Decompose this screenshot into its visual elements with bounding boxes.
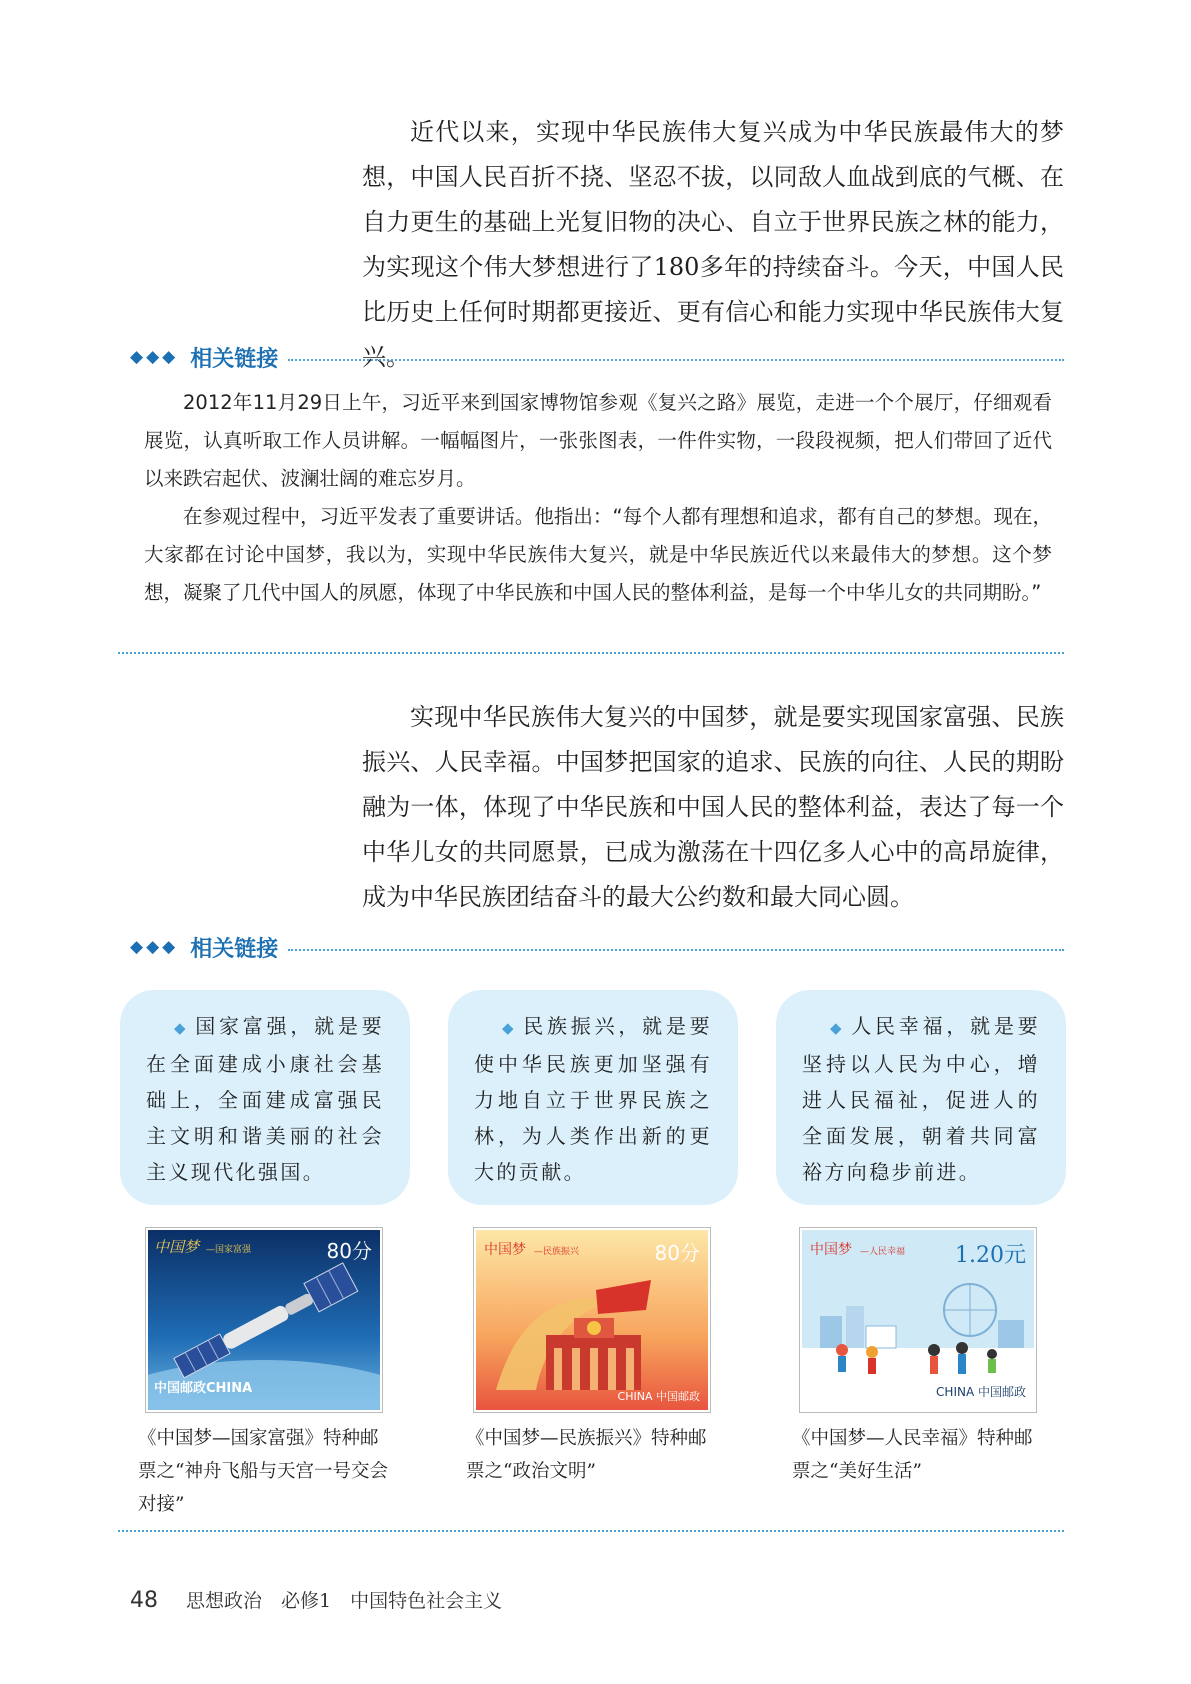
related-link-title: 相关链接 [190, 936, 279, 962]
related-link-header-1 [130, 340, 1064, 374]
card-text: 民族振兴，就是要使中华民族更加坚强有力地自立于世界民族之林，为人类作出新的更大的贡献。 [474, 1014, 712, 1184]
stamp-caption-3: 《中国梦—人民幸福》特种邮票之“美好生活” [792, 1428, 1033, 1482]
stamp-subtitle: —国家富强 [206, 1245, 252, 1255]
diamond-icons: ◆◆◆ [130, 347, 179, 367]
stamp-country: CHINA 中国邮政 [617, 1390, 700, 1403]
diamond-bullet-icon: ◆ [502, 1019, 518, 1037]
stamp-caption-1: 《中国梦—国家富强》特种邮票之“神舟飞船与天宫一号交会对接” [138, 1428, 388, 1515]
related-link-paragraph: 在参观过程中，习近平发表了重要讲话。他指出：“每个人都有理想和追求，都有自己的梦想。现在，大家都在讨论中国梦，我以为，实现中华民族伟大复兴，就是中华民族近代以来最伟大的梦想。这个梦想，凝聚了几代中国人的夙愿，体现了中华民族和中国人民的整体利益，是每一个中华儿女的共同期盼。” [144, 505, 1052, 604]
body-paragraph-2: 实现中华民族伟大复兴的中国梦，就是要实现国家富强、民族振兴、人民幸福。中国梦把国家的追求、民族的向往、人民的期盼融为一体，体现了中华民族和中国人民的整体利益，表达了每一个中华儿女的共同愿景，已成为激荡在十四亿多人心中的高昂旋律，成为中华民族团结奋斗的最大公约数和最大同心圆。 [362, 703, 1064, 911]
related-link-header-2 [130, 930, 1064, 964]
related-link-paragraph: 2012年11月29日上午，习近平来到国家博物馆参观《复兴之路》展览，走进一个个展厅，仔细观看展览，认真听取工作人员讲解。一幅幅图片，一张张图表，一件件实物，一段段视频，把人们带回了近代以来跌宕起伏、波澜壮阔的难忘岁月。 [144, 391, 1052, 490]
stamp-value: 80分 [326, 1239, 372, 1263]
info-card-national-prosperity [120, 990, 410, 1205]
page-footer [130, 1586, 502, 1613]
stamp-political-civilization [474, 1228, 710, 1412]
diamond-icons: ◆◆◆ [130, 937, 179, 957]
stamp-political-image [476, 1230, 708, 1410]
stamp-value: 1.20元 [955, 1243, 1026, 1268]
section-divider [118, 652, 1064, 654]
stamp-title: 中国梦 [810, 1242, 852, 1258]
diamond-bullet-icon: ◆ [830, 1019, 846, 1037]
page-number: 48 [130, 1588, 158, 1613]
card-text: 国家富强，就是要在全面建成小康社会基础上，全面建成富强民主文明和谐美丽的社会主义现代化强国。 [146, 1014, 384, 1184]
stamp-caption-2: 《中国梦—民族振兴》特种邮票之“政治文明” [466, 1428, 707, 1482]
stamp-spacecraft-image [148, 1230, 380, 1410]
stamp-spacecraft-docking [146, 1228, 382, 1412]
stamp-subtitle: —人民幸福 [860, 1247, 906, 1257]
stamp-better-life-image [802, 1230, 1034, 1410]
related-link-text-1 [144, 384, 1052, 612]
stamp-title: 中国梦 [154, 1238, 200, 1256]
diamond-bullet-icon: ◆ [174, 1019, 190, 1037]
info-card-people-happiness [776, 990, 1066, 1205]
related-link-title: 相关链接 [190, 346, 279, 372]
section-divider [118, 1530, 1064, 1532]
info-card-national-rejuvenation [448, 990, 738, 1205]
stamp-country: CHINA 中国邮政 [936, 1385, 1026, 1399]
body-paragraph-1: 近代以来，实现中华民族伟大复兴成为中华民族最伟大的梦想，中国人民百折不挠、坚忍不拔，以同敌人血战到底的气概、在自力更生的基础上光复旧物的决心、自立于世界民族之林的能力，为实现这个伟大梦想进行了180多年的持续奋斗。今天，中国人民比历史上任何时期都更接近、更有信心和能力实现中华民族伟大复兴。 [362, 118, 1064, 371]
stamp-title: 中国梦 [484, 1242, 526, 1258]
dotted-divider [288, 359, 1064, 361]
stamp-value: 80分 [654, 1241, 700, 1265]
stamp-subtitle: —民族振兴 [534, 1247, 580, 1257]
card-text: 人民幸福，就是要坚持以人民为中心，增进人民福祉，促进人的全面发展，朝着共同富裕方向稳步前进。 [802, 1014, 1040, 1184]
book-title: 思想政治 必修1 中国特色社会主义 [186, 1590, 503, 1612]
stamp-better-life [800, 1228, 1036, 1412]
stamp-country: 中国邮政CHINA [154, 1381, 253, 1396]
dotted-divider [288, 949, 1064, 951]
